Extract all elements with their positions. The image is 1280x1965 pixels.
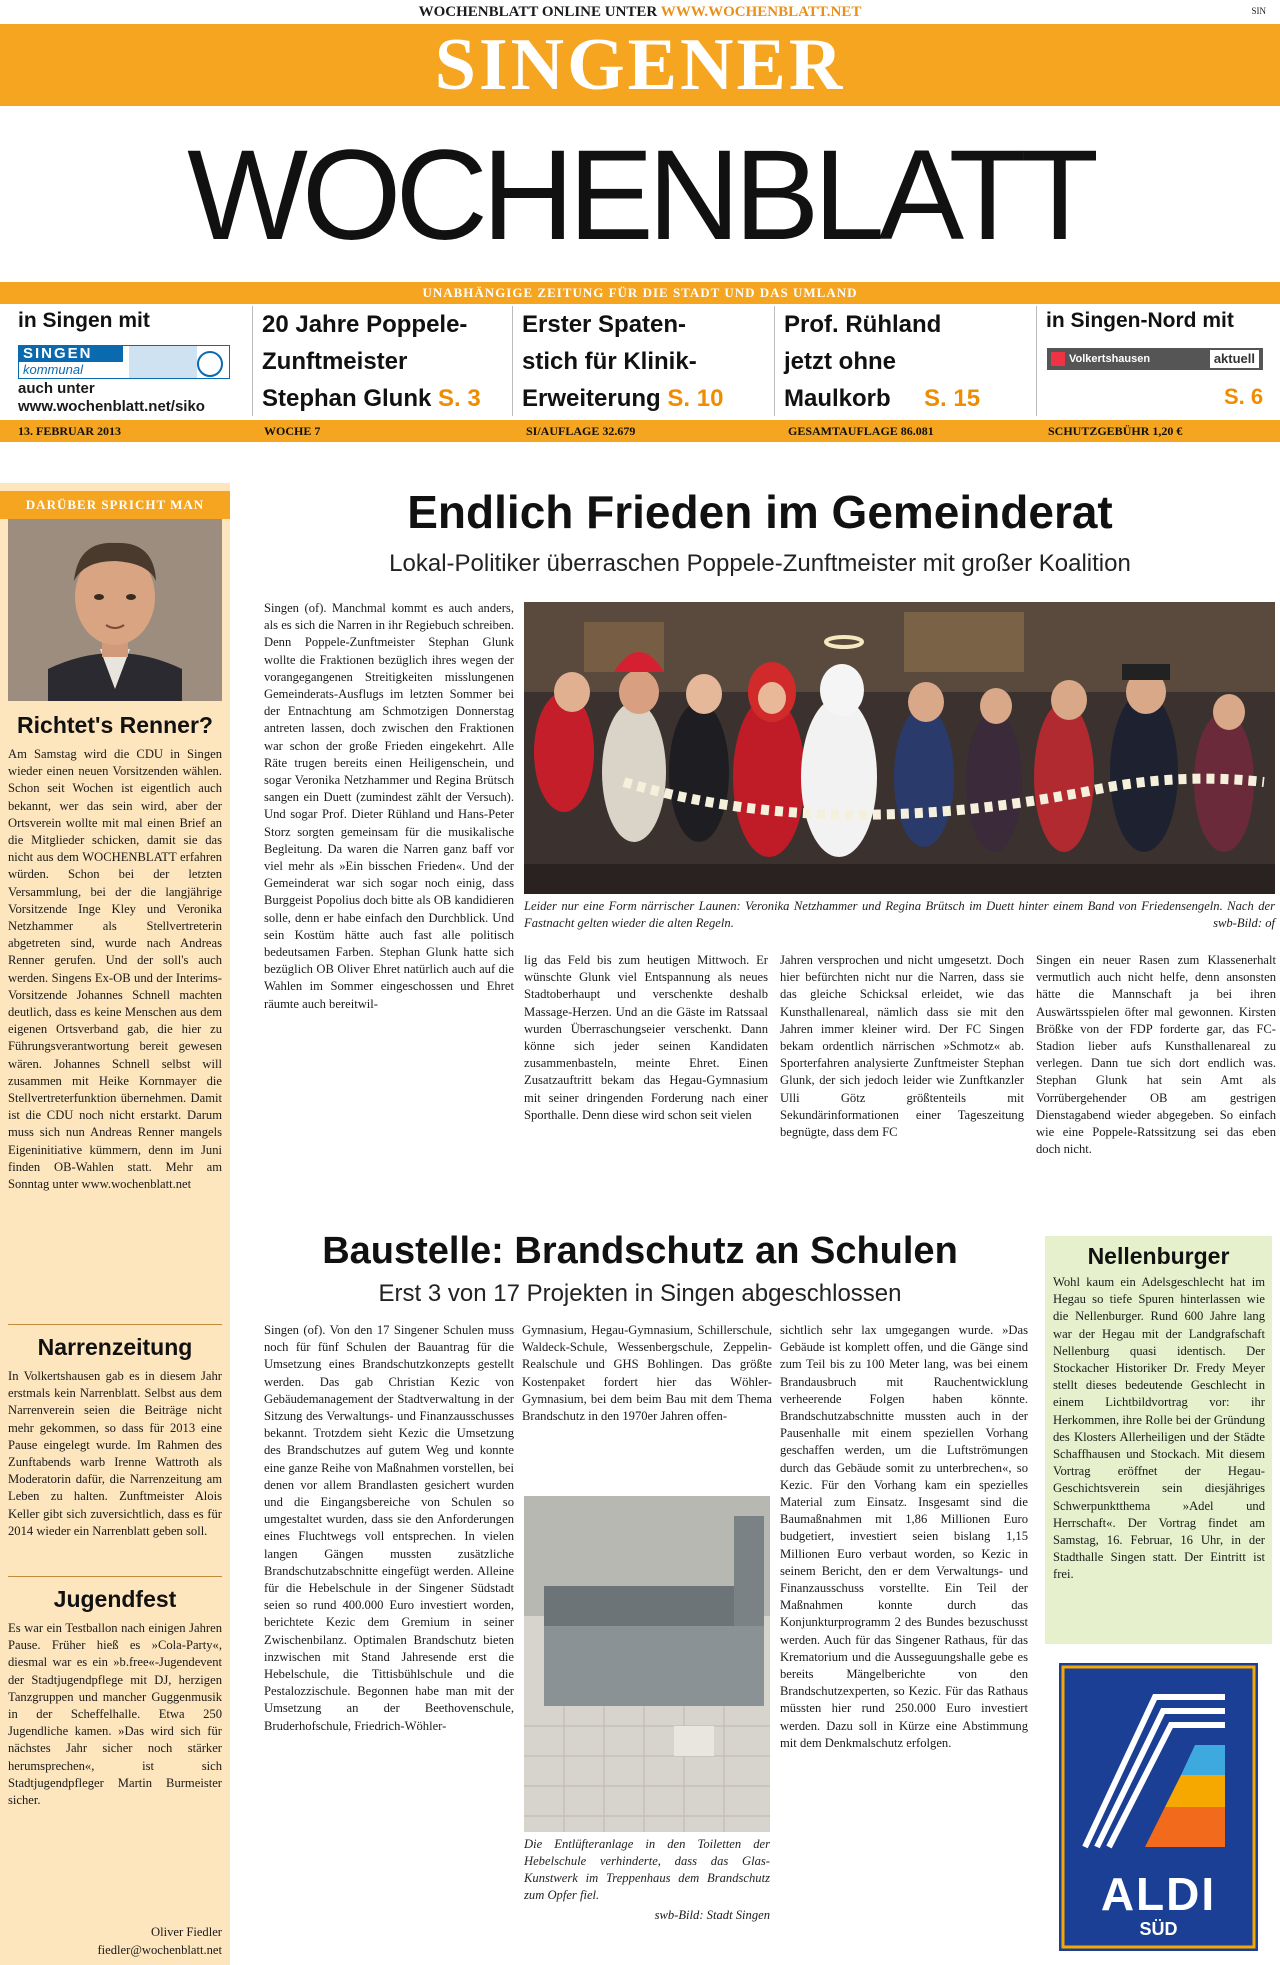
total-circulation: GESAMTAUFLAGE 86.081	[788, 424, 934, 438]
teaser-glunk-l3: Stephan Glunk	[262, 385, 432, 412]
volkertshausen-icon	[1051, 352, 1065, 366]
siko-logo-text: SINGEN	[19, 346, 123, 362]
article1-headline: Endlich Frieden im Gemeinderat	[407, 486, 1113, 538]
teaser-divider	[512, 306, 513, 416]
teaser-siko-line1: auch unter	[18, 380, 95, 397]
article1-col1: Singen (of). Manchmal kommt es auch anders, als es sich die Narren in ihr Regiebuch schreiben. Denn Poppele-Zunftmeister Stephan Glunk wollte die Fraktionen bezüglich ihres wegen der vorangegangenen Streitigkeiten misslungenen Gemeinderats-Ausflugs im letzten Sommer bei der Entnachtung am Schmotzigen Donnerstag antreten lassen, doch zwischen den Fraktionen war schon der große Frieden eingekehrt. Alle Räte trugen bereits einen Heiligenschein, und sogar Veronika Netzhammer und Regina Brütsch sangen ein Duett (zumindest zählt der Versuch). Und sogar Prof. Dieter Rühland und Hans-Peter Storz sorgten gemeinsam für die musikalische Begleitung. Da waren die Narren ganz baff vor viel mehr als »Ein bisschen Frieden«. Und der Gemeinderat war sich sogar noch einig, dass Burggeist Popolius doch bitte als OB kandidieren solle, denn er habe einfach den Durchblick. Und sein Kostüm hätte auch fast alle politisch bedeutsamen Farben. Stephan Glunk hatte sich bezüglich OB Oliver Ehret natürlich auch auf die Wahlen im Sommer eingeschossen und Ehret räumte auch bereitwil-	[264, 601, 514, 1011]
teaser-ruehland-l3: Maulkorb	[784, 385, 891, 412]
sidebar-author: Oliver Fiedler	[151, 1925, 222, 1939]
sidebar-divider	[8, 1576, 222, 1577]
issue-week: WOCHE 7	[264, 424, 321, 438]
teaser-nord-page-num: S. 6	[1224, 384, 1264, 409]
box-richtets-renner-title: Richtet's Renner?	[17, 712, 213, 738]
volkertshausen-aktuell-logo[interactable]	[1047, 348, 1263, 370]
masthead-singener: SINGENER	[434, 24, 846, 106]
box-jugendfest-title: Jugendfest	[53, 1586, 177, 1612]
teaser-glunk-l1: 20 Jahre Poppele-	[262, 311, 468, 338]
carnival-photo	[524, 602, 1275, 894]
singen-kommunal-logo[interactable]	[18, 345, 230, 379]
siko-logo-subtext: kommunal	[23, 362, 83, 377]
article1-photo	[524, 602, 1275, 894]
article1-col4: Singen ein neuer Rasen zum Klassenerhalt vermutlich auch nicht helfe, denn ansonsten hätte die Mannschaft ja bei ihren Auswärtsspielen öfter mal gewonnen. Kirsten Brößke von der FDP forderte gar, das FC-Stadion lieber aufs Kunsthallenareal zu verlegen. Dann tue sich dort endlich was. Stephan Glunk hat sein Amt als Vorrübergehender OB am gestrigen Dienstagabend wieder abgegeben. So einfach wie eine Poppele-Ratssitzung sei das eben doch nicht.	[1036, 953, 1276, 1157]
box-jugendfest-text: Es war ein Testballon nach einigen Jahren Pause. Früher hieß es »Cola-Party«, diesmal war es ein »b.free«-Jugendevent der Stadtjugendpflege mit DJ, herzigen Tanzgruppen und mancher Guggenmusik in der Scheffelhalle. Etwa 250 Jugendliche kamen. »Das wird sich für nächstes Jahr sicher noch stärker herumsprechen«, ist sich Stadtjugendpfleger Martin Burmeister sicher.	[8, 1621, 222, 1808]
teaser-ruehland-l2: jetzt ohne	[784, 348, 896, 375]
website-link[interactable]: WWW.WOCHENBLATT.NET	[660, 4, 862, 20]
teaser-ruehland-l1: Prof. Rühland	[784, 311, 942, 338]
box-richtets-renner-text: Am Samstag wird die CDU in Singen wieder einen neuen Vorsitzenden wählen. Schon seit Wochen ist eigentlich auch bekannt, wer das sein wird, aber der Ortsverein wollte mit mal einen Brief an die Mitglieder schicken, damit sie das nicht aus dem WOCHENBLATT erfahren würden. Schon bei der letzten Versammlung, bei der die langjährige Vorsitzende Inge Kley und Veronika Netzhammer als Stellvertreterin abgetreten sind, wurde nach Andreas Renner gerufen. Und der soll's auch werden. Singens Ex-OB und der Interims-Vorsitzende Johannes Schnell machten deutlich, dass es keine Menschen aus dem eigenen Ortsverband gab, die hier zu Führungsverantwortung bereit gewesen wären. Johannes Schnell selbst will zusammen mit Heike Kornmayer die Stellvertreterfunktion übernehmen. Damit ist die CDU noch nicht erstarkt. Darum muss sich nun Andreas Renner mangels Eigeninitiative kümmern, denn im Juni finden OB-Wahlen statt. Mehr am Sonntag unter www.wochenblatt.net	[8, 747, 222, 1192]
edition-code: SIN	[1251, 6, 1266, 16]
local-circulation: SI/AUFLAGE 32.679	[526, 424, 636, 438]
teaser-nord-title: in Singen-Nord mit	[1046, 309, 1234, 332]
article2-col2: Gymnasium, Hegau-Gymnasium, Schillerschule, Waldeck-Schule, Wessenbergschule, Zeppelin-Realschule und GHS Bohlingen. Das größte Kostenpaket fordert hier das Wöhler-Gymnasium, bei dem beim Bau mit dem Thema Brandschutz in den 1970er Jahren offen-	[522, 1323, 772, 1424]
vk-logo-aktuell: aktuell	[1210, 350, 1259, 368]
article1-subhead: Lokal-Politiker überraschen Poppele-Zunftmeister mit großer Koalition	[389, 550, 1131, 577]
cover-price: SCHUTZGEBÜHR 1,20 €	[1048, 424, 1183, 438]
teaser-nord-page	[1224, 378, 1263, 415]
teaser-klinik[interactable]	[522, 306, 772, 417]
article1-col2: lig das Feld bis zum heutigen Mittwoch. Er wünschte Glunk viel Entspannung als neues Stadtoberhaupt und verschenkte deshalb Massage-Herzen. Und an die Gäste im Ratssaal wurden Überraschungseier verschenkt. Dann könne sich jeder seinen Kandidaten zusammenbasteln, meinte Ehret. Einen Zusatzauftritt bekam das Hegau-Gymnasium mit seiner dringenden Forderung nach einer Sporthalle. Denn diese wird schon seit vielen	[524, 953, 768, 1122]
teaser-siko-title: in Singen mit	[18, 309, 150, 332]
aldi-sub: SÜD	[1139, 1919, 1178, 1939]
portrait-image	[8, 519, 222, 701]
sidebar-divider	[8, 1324, 222, 1325]
issue-date: 13. FEBRUAR 2013	[18, 424, 122, 438]
aldi-brand: ALDI	[1100, 1868, 1217, 1920]
article1-credit: swb-Bild: of	[1213, 916, 1275, 930]
nellenburger-title: Nellenburger	[1087, 1243, 1230, 1269]
masthead-subtitle: UNABHÄNGIGE ZEITUNG FÜR DIE STADT UND DAS UMLAND	[422, 285, 858, 300]
siko-circle-icon	[197, 351, 223, 377]
article1-col3: Jahren versprochen und nicht umgesetzt. Doch hier befürchten nicht nur die Narren, dass sie das gleiche Schicksal erleidet, wie das Kunsthallenareal, nämlich dass sie mit den Jahren immer kleiner wird. Der FC Singen bekam ordentlich närrischen »Schmotz« ab. Sporterfahren analysierte Zunftmeister Stephan Glunk, der sich jedoch leider wie Zunftkanzler Ulli Götz größtenteils mit Sekundärinformationen einer Tageszeitung begnügte, dass dem FC	[780, 953, 1024, 1140]
box-narrenzeitung-text: In Volkertshausen gab es in diesem Jahr erstmals kein Narrenblatt. Selbst aus dem Narrenverein seien die Beiträge nicht mehr gekommen, so dass für 2013 eine Pause eingelegt wurde. Im Rahmen des Zunftabends warb Irenne Wattroth als Moderatorin dafür, die Narrenzeitung am Leben zu halten. Zunftmeister Alois Keller gibt sich zuversichtlich, dass es für 2014 wieder ein Narrenblatt geben soll.	[8, 1369, 222, 1538]
article2-credit: swb-Bild: Stadt Singen	[654, 1908, 770, 1922]
vk-logo-text: Volkertshausen	[1069, 353, 1151, 365]
article1-caption: Leider nur eine Form närrischer Launen: Veronika Netzhammer und Regina Brütsch im Duett hinter einem Band von Friedensengeln. Nach der Fastnacht gelten wieder die alten Regeln.	[524, 899, 1275, 930]
teaser-divider	[1036, 306, 1037, 416]
ventilation-photo	[524, 1496, 770, 1832]
teaser-klinik-l2: stich für Klinik-	[522, 348, 697, 375]
box-narrenzeitung-title: Narrenzeitung	[37, 1334, 193, 1360]
teaser-divider	[252, 306, 253, 416]
teaser-divider	[774, 306, 775, 416]
nellenburger-text: Wohl kaum ein Adelsgeschlecht hat im Hegau so tiefe Spuren hinterlassen wie die Nellenburger. Rund 600 Jahre lang war der Hegau mit der Landgrafschaft Nellenburg quasi identisch. Der Stockacher Historiker Dr. Fredy Meyer stellt dieses bedeutende Geschlecht in einem Lichtbildvortrag vor: ihr Herkommen, ihre Rolle bei der Gründung des Klosters Allerheiligen und der Städte Schaffhausen und Stockach. Mit diesem Vortrag eröffnet der Hegau-Geschichtsverein sein diesjähriges Schwerpunktthema »Adel und Herrschaft«. Der Vortrag findet am Samstag, 16. Februar, 16 Uhr, in der Stadthalle Singen statt. Der Eintritt ist frei.	[1053, 1275, 1265, 1582]
article2-subhead: Erst 3 von 17 Projekten in Singen abgeschlossen	[378, 1280, 902, 1307]
teaser-klinik-l1: Erster Spaten-	[522, 311, 687, 338]
teaser-glunk-l2: Zunftmeister	[262, 348, 408, 375]
teaser-ruehland[interactable]	[784, 306, 1034, 417]
teaser-siko-link[interactable]: www.wochenblatt.net/siko	[18, 398, 205, 415]
top-line	[0, 0, 1280, 24]
teaser-klinik-page: S. 10	[667, 385, 724, 412]
aldi-advertisement[interactable]	[1045, 1657, 1272, 1957]
teaser-klinik-l3: Erweiterung	[522, 385, 661, 412]
author-portrait	[8, 519, 222, 701]
masthead-wochenblatt: WOCHENBLATT	[187, 124, 1093, 267]
teaser-glunk-page: S. 3	[438, 385, 481, 412]
sidebar-email[interactable]: fiedler@wochenblatt.net	[97, 1943, 222, 1957]
teaser-ruehland-page: S. 15	[924, 385, 981, 412]
article2-headline: Baustelle: Brandschutz an Schulen	[322, 1230, 958, 1272]
teaser-glunk[interactable]	[262, 306, 502, 417]
article2-caption: Die Entlüfteranlage in den Toiletten der Hebelschule verhinderte, dass das Glas-Kunstwerk im Treppenhaus dem Brandschutz zum Opfer fiel.	[524, 1837, 770, 1902]
top-line-text: WOCHENBLATT ONLINE UNTER	[418, 4, 658, 20]
sidebar-header: DARÜBER SPRICHT MAN	[0, 491, 230, 519]
article2-photo	[524, 1496, 770, 1832]
article2-col3: sichtlich sehr lax umgegangen wurde. »Das Gebäude ist komplett offen, und die Gänge sind zum Teil bis zu 100 Meter lang, was bei einem Brandausbruch mit Rauchentwicklung verheerende Folgen haben könnte. Brandschutzabschnitte mussten auch in der Pausenhalle mit einem speziellen Vorhang geschaffen werden, um die Luftströmungen durch das Gebäude somit zu unterbrechen«, so Kezic. Für den Vorhang kam ein spezielles Material zum Einsatz. Insgesamt sind die Baumaßnahmen mit 1,86 Millionen Euro budgetiert, investiert seien bislang 1,15 Millionen Euro verbaut worden, so Kezic in seinem Bericht, den er dem Verwaltungs- und Finanzausschuss vorstellte. Ein Teil der Maßnahmen konnte durch das Konjunkturprogramm 2 des Bundes bezuschusst werden. Auch für das Singener Rathaus, für das Krematorium und die Ausseguungshalle gebe es bereits Mängelberichte von den Brandschutzexperten, so Kezic. Für das Rathaus müssten hier rund 250.000 Euro investiert werden. Dazu soll in Kürze eine Abstimmung mit dem Denkmalschutz erfolgen.	[780, 1323, 1028, 1750]
article2-col1: Singen (of). Von den 17 Singener Schulen muss noch für fünf Schulen der Bauantrag für die Umsetzung eines Brandschutzkonzepts gestellt werden. Das gab Christian Kezic von Gebäudemanagement der Stadtverwaltung in der Sitzung des Verwaltungs- und Finanzausschusses bekannt. Trotzdem sieht Kezic die Umsetzung des Brandschutzes auf gutem Weg und konnte eine ganze Reihe von Maßnahmen vorstellen, bei denen vor allem Brandlasten gesichert wurden und die Eingangsbereiche von Schulen so umgestaltet wurden, dass sie den Anforderungen eines Fluchtwegs voll entsprechen. In vielen langen Gängen mussten zusätzliche Brandschutzabschnitte eingefügt werden. Alleine für die Hebelschule in der Singener Südstadt seien so rund 400.000 Euro investiert worden, berichtete Kezic dem Gremium in seiner Zwischenbilanz. Optimalen Brandschutz bieten inzwischen mit Stand Jahresende erst die Hebelschule, die Tittisbühlschule und die Pestalozzischule. Begonnen habe man mit der Umsetzung an der Beethovenschule, Bruderhofschule, Friedrich-Wöhler-	[264, 1323, 514, 1733]
